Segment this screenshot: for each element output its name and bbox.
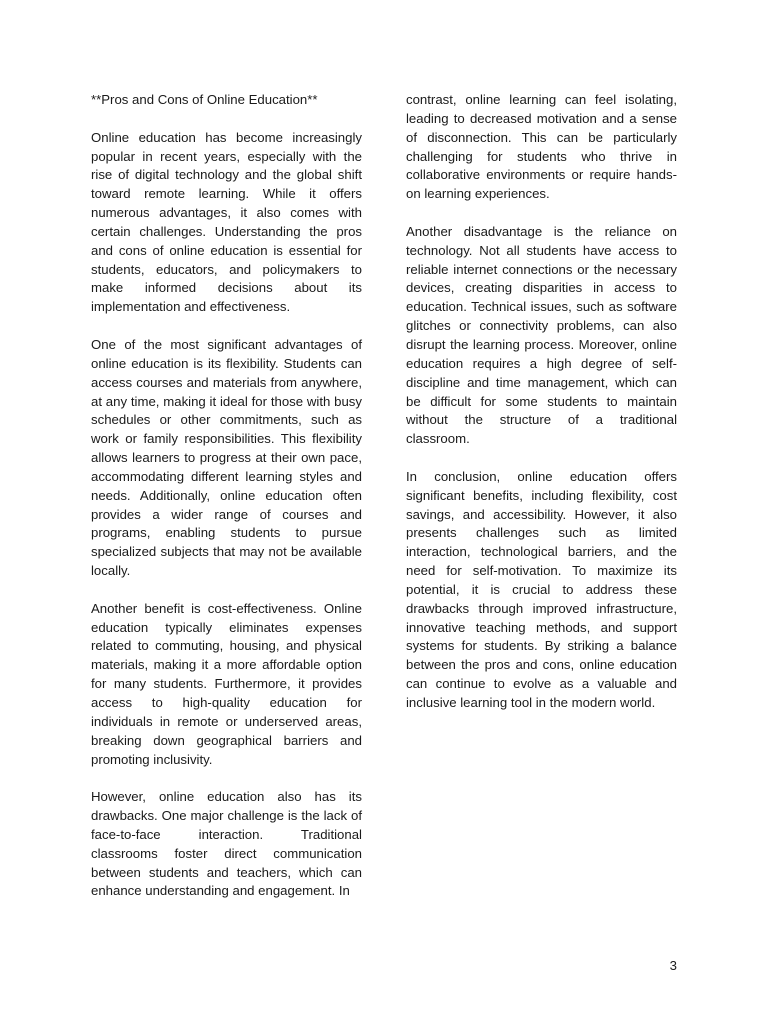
paragraph-conclusion: In conclusion, online education offers significant benefits, including flexibility, cost savings, and accessibility. However, it also presents challenges such as limited interaction, technological barriers, and the need for self-motivation. To maximize its potential, it is crucial to address these drawbacks through improved infrastructure, innovative teaching methods, and support systems for students. By striking a balance between the pros and cons, online education can continue to evolve as a valuable and inclusive learning tool in the modern world. [406, 468, 677, 710]
paragraph-introduction: Online education has become increasingly popular in recent years, especially with the rise of digital technology and the global shift toward remote learning. While it offers numerous advantages, it also comes with certain challenges. Understanding the pros and cons of online education is essential for students, educators, and policymakers to make informed decisions about its implementation and effectiveness. [91, 129, 362, 315]
paragraph-cost-effectiveness: Another benefit is cost-effectiveness. Online education typically eliminates expenses related to commuting, housing, and physical materials, making it a more affordable option for many students. Furthermore, it provides access to high-quality education for individuals in remote or underserved areas, breaking down geographical barriers and promoting inclusivity. [91, 600, 362, 767]
paragraph-flexibility: One of the most significant advantages of online education is its flexibility. Students can access courses and materials from anywhere, at any time, making it ideal for those with busy schedules or other commitments, such as work or family responsibilities. This flexibility allows learners to progress at their own pace, accommodating different learning styles and needs. Additionally, online education often provides a wider range of courses and programs, enabling students to pursue specialized subjects that may not be available locally. [91, 336, 362, 579]
page-number: 3 [669, 958, 677, 973]
left-column [91, 91, 362, 901]
paragraph-drawbacks-start: However, online education also has its drawbacks. One major challenge is the lack of face-to-face interaction. Traditional classrooms foster direct communication between students and teachers, which can enhance understanding and engagement. In [91, 789, 362, 899]
paragraph-drawbacks-continued: contrast, online learning can feel isolating, leading to decreased motivation and a sense of disconnection. This can be particularly challenging for students who thrive in collaborative environments or require hands-on learning experiences. [406, 92, 677, 202]
right-column [406, 91, 677, 713]
paragraph-technology-reliance: Another disadvantage is the reliance on technology. Not all students have access to reliable internet connections or the necessary devices, creating disparities in access to education. Technical issues, such as software glitches or connectivity problems, can also disrupt the learning process. Moreover, online education requires a high degree of self-discipline and time management, which can be difficult for some students to maintain without the structure of a traditional classroom. [406, 223, 677, 447]
document-heading: **Pros and Cons of Online Education** [91, 92, 318, 107]
